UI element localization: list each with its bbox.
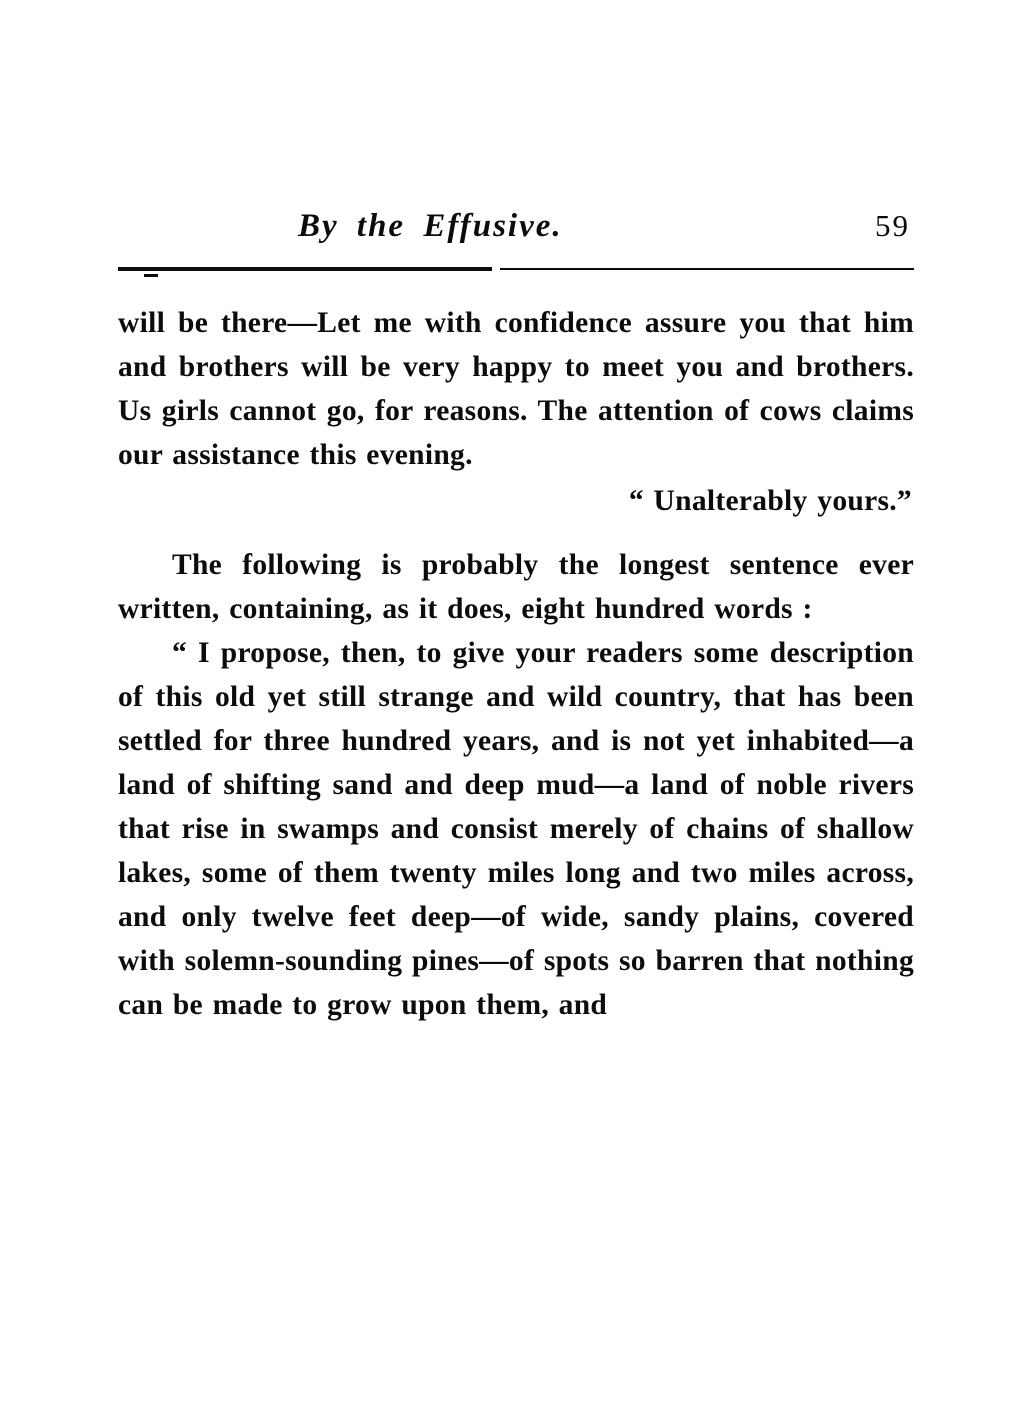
header-rule-left-segment xyxy=(118,267,492,271)
header-rule xyxy=(118,267,914,275)
letter-signature: “ Unalterably yours.” xyxy=(628,485,912,517)
running-head xyxy=(118,208,914,245)
header-rule-right-segment xyxy=(500,268,914,270)
paragraph-continuation: will be there—Let me with confidence assure you that him and brothers will be very happy to meet you and brothers. Us girls cannot go, for reasons. The attention of cows claims our assistance this evening. xyxy=(118,307,914,471)
book-page xyxy=(118,208,914,1027)
running-title: By the Effusive. xyxy=(298,208,563,244)
body-text xyxy=(118,301,914,1027)
paragraph-long-sentence: “ I propose, then, to give your readers some description of this old yet still strange and wild country, that has been settled for three hundred years, and is not yet inhabited—a land of shifting sand and deep mud—a land of noble rivers that rise in swamps and consist merely of chains of shallow lakes, some of them twenty miles long and two miles across, and only twelve feet deep—of wide, sandy plains, covered with solemn-sounding pines—of spots so barren that nothing can be made to grow upon them, and xyxy=(118,637,914,1021)
page-number: 59 xyxy=(875,208,910,243)
paragraph-intro: The following is probably the longest sentence ever written, containing, as it does, eight hundred words : xyxy=(118,549,914,625)
header-rule-tick xyxy=(144,274,158,277)
